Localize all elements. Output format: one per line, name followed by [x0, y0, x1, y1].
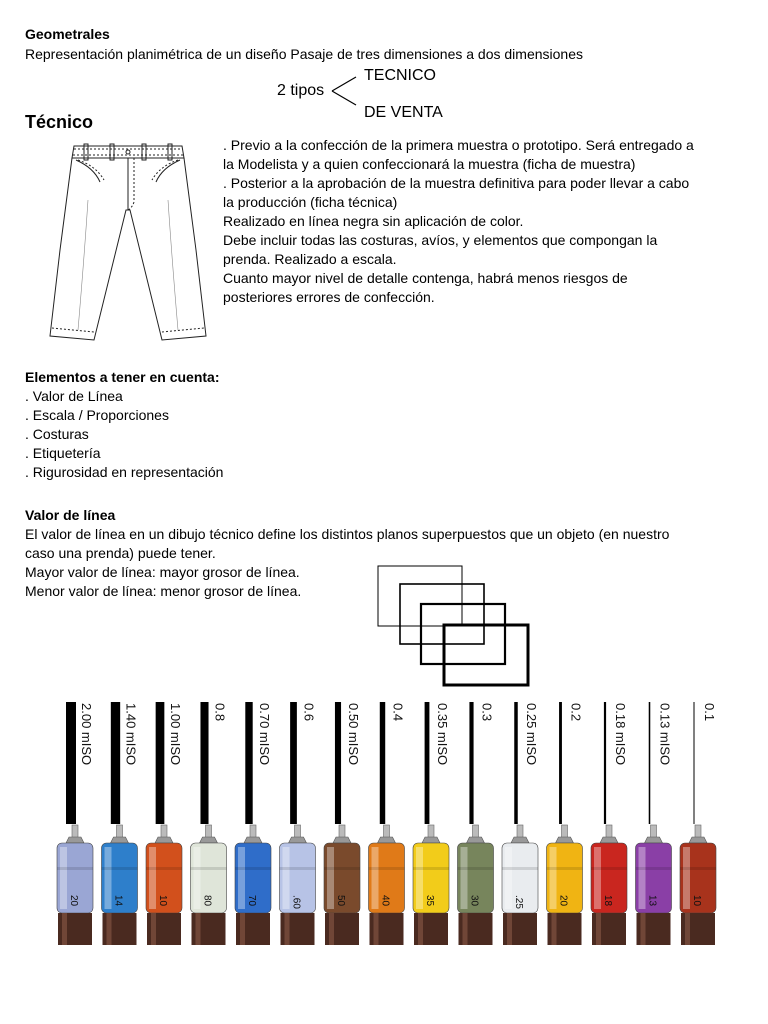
pen-ring [458, 867, 494, 870]
pen-size-label: 0.8 [212, 703, 228, 722]
pen-line-sample [111, 702, 120, 824]
tipo-tecnico: TECNICO [364, 67, 436, 84]
technical-pen [146, 702, 183, 945]
square-thickest [444, 625, 528, 685]
brace-lines [330, 74, 360, 108]
pen-line-sample [514, 702, 518, 824]
pen-ring [102, 867, 138, 870]
tecnico-line: posteriores errores de confección. [223, 289, 435, 305]
pen-line-sample [245, 702, 252, 824]
pen-highlight [194, 847, 201, 909]
pen-ring [369, 867, 405, 870]
pen-cone [467, 837, 485, 843]
pen-cone [378, 837, 396, 843]
pen-band-label: 10 [691, 895, 702, 907]
pen-barrel-shine [596, 913, 601, 945]
tecnico-line: Debe incluir todas las costuras, avíos, y elementos que compongan la [223, 232, 658, 248]
list-item: . Costuras [25, 426, 89, 442]
technical-pen [57, 702, 94, 945]
technical-pen [680, 702, 717, 945]
pen-barrel-shine [196, 913, 201, 945]
pen-line-sample [200, 702, 208, 824]
pen-barrel-shine [418, 913, 423, 945]
pen-line-sample [290, 702, 297, 824]
tecnico-line: prenda. Realizado a escala. [223, 251, 397, 267]
pen-barrel-shine [374, 913, 379, 945]
pen-band-label: 20 [68, 895, 79, 907]
pen-band-label: 10 [157, 895, 168, 907]
pen-band-label: .25 [513, 895, 524, 909]
pen-size-label: 0.50 mISO [346, 703, 361, 766]
tipo-de-venta: DE VENTA [364, 104, 443, 121]
pen-size-label: 1.40 mISO [123, 703, 139, 766]
pen-highlight [60, 847, 67, 909]
tipos-label: 2 tipos [277, 82, 325, 99]
pen-barrel-shine [641, 913, 646, 945]
pen-highlight [416, 847, 423, 909]
pen-size-label: 0.1 [702, 703, 717, 722]
technical-pen [102, 702, 139, 945]
list-item: . Escala / Proporciones [25, 407, 169, 423]
pen-band-label: 50 [335, 895, 346, 907]
pen-cone [600, 837, 618, 843]
pen-barrel-shine [107, 913, 112, 945]
pen-band-label: 14 [112, 895, 124, 907]
pen-size-label: 0.13 mISO [657, 703, 673, 766]
pen-barrel-shine [329, 913, 334, 945]
pen-line-sample [66, 702, 76, 824]
pen-size-label: 1.00 mISO [168, 703, 183, 766]
pen-ring [547, 867, 583, 870]
pen-cone [244, 837, 262, 843]
pen-cone [689, 837, 707, 843]
pen-highlight [461, 847, 468, 909]
pen-ring [191, 867, 227, 870]
pen-highlight [327, 847, 334, 909]
pen-line-sample [559, 702, 562, 824]
pen-ring [591, 867, 627, 870]
valor-heading: Valor de línea [25, 507, 116, 523]
pen-size-label: 0.2 [568, 703, 584, 722]
pen-highlight [594, 847, 601, 909]
pen-cone [155, 837, 173, 843]
pen-cone [511, 837, 529, 843]
technical-pen [636, 702, 673, 945]
tecnico-line: . Previo a la confección de la primera muestra o prototipo. Será entregado a [223, 137, 694, 153]
pen-barrel-shine [285, 913, 290, 945]
pen-band-label: 18 [602, 895, 613, 907]
technical-pen [413, 702, 450, 945]
pen-line-sample [425, 702, 430, 824]
valor-description [25, 525, 669, 601]
valor-line: Menor valor de línea: menor grosor de línea. [25, 583, 302, 599]
pen-barrel-shine [62, 913, 67, 945]
tecnico-description [223, 136, 753, 307]
line-weight-squares [370, 560, 535, 690]
pen-line-sample [649, 702, 651, 824]
technical-pen [591, 702, 628, 945]
tecnico-heading: Técnico [25, 112, 94, 132]
elementos-list [25, 368, 223, 482]
pen-ring [413, 867, 449, 870]
tecnico-line: Cuanto mayor nivel de detalle contenga, habrá menos riesgos de [223, 270, 628, 286]
pen-band-label: 70 [246, 895, 257, 907]
pen-highlight [372, 847, 379, 909]
pen-highlight [149, 847, 156, 909]
tecnico-line: la producción (ficha técnica) [223, 194, 398, 210]
pen-ring [324, 867, 360, 870]
pen-cone [66, 837, 84, 843]
square-medium [400, 584, 484, 644]
pen-band-label: 35 [424, 895, 435, 907]
pen-ring [502, 867, 538, 870]
pen-highlight [505, 847, 512, 909]
valor-line: Mayor valor de línea: mayor grosor de línea. [25, 564, 300, 580]
pen-ring [57, 867, 93, 870]
pen-highlight [238, 847, 245, 909]
technical-pen [458, 702, 495, 945]
list-item: . Valor de Línea [25, 388, 123, 404]
technical-pen [547, 702, 584, 945]
pen-line-sample [156, 702, 165, 824]
pen-barrel-shine [552, 913, 557, 945]
technical-pen [280, 702, 317, 945]
pen-ring [636, 867, 672, 870]
pants-technical-drawing [48, 140, 208, 348]
pen-band-label: 30 [468, 895, 480, 907]
pen-line-sample [335, 702, 341, 824]
pen-line-sample [380, 702, 385, 824]
pen-size-label: 0.25 mISO [524, 703, 539, 766]
list-item: . Rigurosidad en representación [25, 464, 224, 480]
pen-cone [333, 837, 351, 843]
pen-barrel-shine [151, 913, 156, 945]
pen-band-label: .60 [290, 895, 302, 909]
technical-pens-row [55, 697, 725, 945]
pen-highlight [105, 847, 112, 909]
valor-line: El valor de línea en un dibujo técnico define los distintos planos superpuestos que un objeto (en nuestro [25, 526, 670, 542]
pen-ring [235, 867, 271, 870]
technical-pen [191, 702, 228, 945]
pen-highlight [639, 847, 646, 909]
pen-band-label: 80 [201, 895, 213, 907]
pen-ring [680, 867, 716, 870]
pen-cone [111, 837, 129, 843]
elementos-heading: Elementos a tener en cuenta: [25, 369, 220, 385]
pen-highlight [550, 847, 557, 909]
list-item: . Etiquetería [25, 445, 101, 461]
pen-cone [645, 837, 663, 843]
pen-line-sample [469, 702, 473, 824]
technical-pen [235, 702, 272, 945]
pen-size-label: 0.18 mISO [613, 703, 628, 766]
technical-pen [502, 702, 539, 945]
pen-size-label: 0.3 [479, 703, 495, 722]
pen-band-label: 13 [646, 895, 658, 907]
technical-pen [324, 702, 361, 945]
pen-size-label: 0.4 [390, 703, 406, 722]
pen-cone [556, 837, 574, 843]
pen-band-label: 20 [557, 895, 569, 907]
tecnico-line: . Posterior a la aprobación de la muestra definitiva para poder llevar a cabo [223, 175, 690, 191]
pen-line-sample [694, 702, 695, 824]
page-title: Geometrales [25, 26, 110, 42]
pen-ring [280, 867, 316, 870]
pen-cone [289, 837, 307, 843]
pen-size-label: 0.35 mISO [435, 703, 450, 766]
technical-pen [369, 702, 406, 945]
pen-highlight [283, 847, 290, 909]
pen-barrel-shine [685, 913, 690, 945]
pen-ring [146, 867, 182, 870]
square-thick [421, 604, 505, 664]
pen-highlight [683, 847, 690, 909]
pen-size-label: 0.70 mISO [257, 703, 272, 766]
tecnico-line: la Modelista y a quien confeccionará la muestra (ficha de muestra) [223, 156, 636, 172]
pen-barrel-shine [463, 913, 468, 945]
pen-size-label: 0.6 [301, 703, 317, 722]
pen-band-label: 40 [379, 895, 391, 907]
page-subtitle: Representación planimétrica de un diseño Pasaje de tres dimensiones a dos dimensiones [25, 46, 583, 62]
pen-cone [200, 837, 218, 843]
pen-size-label: 2.00 mISO [79, 703, 94, 766]
pen-cone [422, 837, 440, 843]
tecnico-line: Realizado en línea negra sin aplicación de color. [223, 213, 524, 229]
pen-line-sample [604, 702, 606, 824]
pen-barrel-shine [240, 913, 245, 945]
pen-barrel-shine [507, 913, 512, 945]
valor-line: caso una prenda) puede tener. [25, 545, 216, 561]
